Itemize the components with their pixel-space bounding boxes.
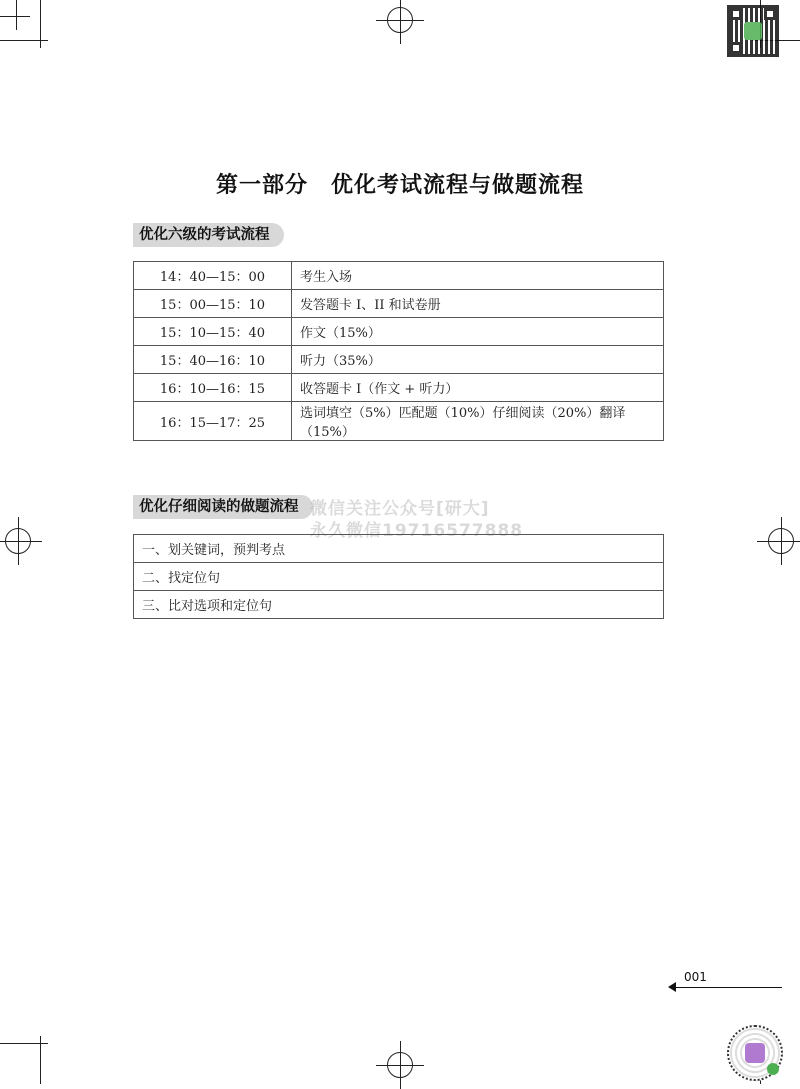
task-cell: 听力（35%） — [292, 346, 664, 374]
table-row — [134, 591, 664, 619]
registration-mark — [768, 528, 794, 554]
section-label-exam-flow: 优化六级的考试流程 — [133, 223, 284, 247]
qr-code-image — [727, 5, 779, 57]
reading-steps-table — [133, 534, 664, 619]
task-cell: 考生入场 — [292, 262, 664, 290]
task-cell: 发答题卡 I、II 和试卷册 — [292, 290, 664, 318]
page-number: 001 — [684, 970, 707, 984]
table-row — [134, 535, 664, 563]
table-row — [134, 402, 664, 441]
watermark-line: 永久微信19716577888 — [310, 521, 524, 541]
page-number-rule — [672, 987, 782, 988]
crop-mark — [0, 1043, 48, 1044]
table-row — [134, 563, 664, 591]
section-label-reading-flow: 优化仔细阅读的做题流程 — [133, 495, 313, 519]
step-cell: 三、比对选项和定位句 — [134, 591, 664, 619]
time-cell: 15：10—15：40 — [134, 318, 292, 346]
registration-mark — [5, 528, 31, 554]
page-title: 第一部分 优化考试流程与做题流程 — [215, 173, 584, 198]
task-cell: 选词填空（5%）匹配题（10%）仔细阅读（20%）翻译（15%） — [292, 402, 664, 441]
task-cell: 作文（15%） — [292, 318, 664, 346]
exam-schedule-table — [133, 261, 664, 441]
table-row — [134, 262, 664, 290]
crop-mark — [16, 0, 17, 30]
registration-mark — [387, 7, 413, 33]
step-cell: 二、找定位句 — [134, 563, 664, 591]
table-row — [134, 374, 664, 402]
crop-mark — [0, 16, 30, 17]
crop-mark — [0, 40, 48, 41]
table-row — [134, 290, 664, 318]
time-cell: 16：15—17：25 — [134, 402, 292, 441]
time-cell: 14：40—15：00 — [134, 262, 292, 290]
time-cell: 15：00—15：10 — [134, 290, 292, 318]
step-cell: 一、划关键词，预判考点 — [134, 535, 664, 563]
watermark-line: 微信关注公众号[研大] — [310, 499, 490, 519]
registration-mark — [387, 1052, 413, 1078]
task-cell: 收答题卡 I（作文 + 听力） — [292, 374, 664, 402]
table-row — [134, 346, 664, 374]
time-cell: 15：40—16：10 — [134, 346, 292, 374]
table-row — [134, 318, 664, 346]
time-cell: 16：10—16：15 — [134, 374, 292, 402]
mini-program-code-image — [727, 1025, 783, 1081]
